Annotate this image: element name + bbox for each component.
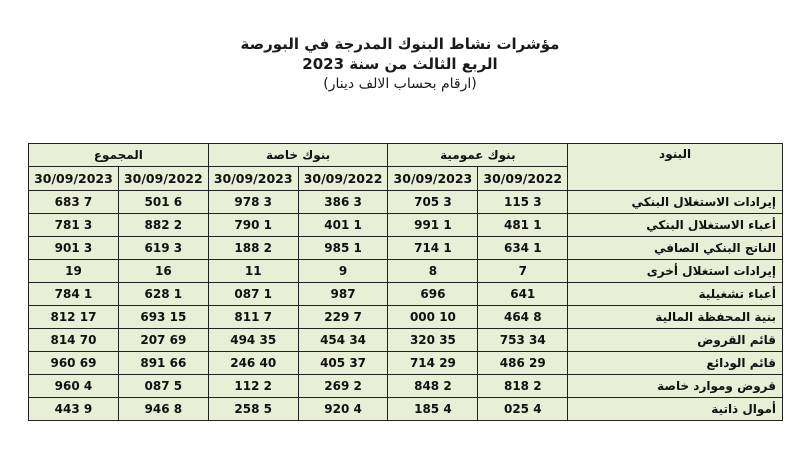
items-header: البنود bbox=[568, 144, 783, 191]
table-cell: 4 025 bbox=[478, 398, 568, 421]
table-row bbox=[29, 375, 783, 398]
row-label: الناتج البنكي الصافي bbox=[568, 237, 783, 260]
date-header: 30/09/2023 bbox=[208, 167, 298, 191]
table-cell: 6 501 bbox=[118, 191, 208, 214]
table-cell: 4 960 bbox=[29, 375, 119, 398]
table-cell: 3 386 bbox=[298, 191, 388, 214]
table-cell: 1 991 bbox=[388, 214, 478, 237]
title-line-2: الربع الثالث من سنة 2023 bbox=[302, 55, 498, 73]
table-cell: 9 443 bbox=[29, 398, 119, 421]
table-cell: 1 714 bbox=[388, 237, 478, 260]
table-cell: 4 920 bbox=[298, 398, 388, 421]
title-line-3: (ارقام بحساب الالف دينار) bbox=[323, 76, 477, 92]
row-label: قائم القروض bbox=[568, 329, 783, 352]
table-cell: 1 634 bbox=[478, 237, 568, 260]
table-cell: 5 258 bbox=[208, 398, 298, 421]
table-cell: 3 978 bbox=[208, 191, 298, 214]
table-cell: 7 229 bbox=[298, 306, 388, 329]
table-cell: 3 115 bbox=[478, 191, 568, 214]
bank-indicators-table bbox=[28, 143, 783, 421]
table-row bbox=[29, 352, 783, 375]
table-cell: 2 188 bbox=[208, 237, 298, 260]
table-cell: 1 790 bbox=[208, 214, 298, 237]
table-row bbox=[29, 283, 783, 306]
row-label: بنية المحفظة المالية bbox=[568, 306, 783, 329]
row-label: قائم الودائع bbox=[568, 352, 783, 375]
table-cell: 1 087 bbox=[208, 283, 298, 306]
title-line-1: مؤشرات نشاط البنوك المدرجة في البورصة bbox=[240, 35, 560, 53]
table-cell: 66 891 bbox=[118, 352, 208, 375]
table-cell: 5 087 bbox=[118, 375, 208, 398]
table-row bbox=[29, 329, 783, 352]
row-label: أموال ذاتية bbox=[568, 398, 783, 421]
table-cell: 7 683 bbox=[29, 191, 119, 214]
date-header: 30/09/2022 bbox=[298, 167, 388, 191]
table-cell: 8 464 bbox=[478, 306, 568, 329]
table-cell: 15 693 bbox=[118, 306, 208, 329]
date-header: 30/09/2023 bbox=[29, 167, 119, 191]
table-cell: 1 985 bbox=[298, 237, 388, 260]
row-label: قروض وموارد خاصة bbox=[568, 375, 783, 398]
group-header-public: بنوك عمومية bbox=[388, 144, 568, 167]
table-cell: 69 207 bbox=[118, 329, 208, 352]
group-header-total: المجموع bbox=[29, 144, 209, 167]
table-cell: 16 bbox=[118, 260, 208, 283]
table-cell: 34 753 bbox=[478, 329, 568, 352]
table-cell: 2 112 bbox=[208, 375, 298, 398]
table-row bbox=[29, 260, 783, 283]
page-heading bbox=[0, 34, 800, 94]
table-row bbox=[29, 398, 783, 421]
table-row bbox=[29, 306, 783, 329]
table-cell: 40 246 bbox=[208, 352, 298, 375]
table-cell: 29 714 bbox=[388, 352, 478, 375]
row-label: أعباء الاستغلال البنكي bbox=[568, 214, 783, 237]
table-cell: 1 481 bbox=[478, 214, 568, 237]
row-label: إيرادات استغلال أخرى bbox=[568, 260, 783, 283]
table-cell: 10 000 bbox=[388, 306, 478, 329]
table-cell: 11 bbox=[208, 260, 298, 283]
table-cell: 987 bbox=[298, 283, 388, 306]
date-header: 30/09/2022 bbox=[478, 167, 568, 191]
table-cell: 8 946 bbox=[118, 398, 208, 421]
table-cell: 1 401 bbox=[298, 214, 388, 237]
table-cell: 2 882 bbox=[118, 214, 208, 237]
table-row bbox=[29, 191, 783, 214]
table-cell: 696 bbox=[388, 283, 478, 306]
table-cell: 29 486 bbox=[478, 352, 568, 375]
date-header: 30/09/2023 bbox=[388, 167, 478, 191]
row-label: إيرادات الاستغلال البنكي bbox=[568, 191, 783, 214]
table-cell: 2 818 bbox=[478, 375, 568, 398]
table-cell: 3 705 bbox=[388, 191, 478, 214]
table-cell: 19 bbox=[29, 260, 119, 283]
table-cell: 7 811 bbox=[208, 306, 298, 329]
table-cell: 34 454 bbox=[298, 329, 388, 352]
table-cell: 3 781 bbox=[29, 214, 119, 237]
table-cell: 3 619 bbox=[118, 237, 208, 260]
group-header-private: بنوك خاصة bbox=[208, 144, 388, 167]
table-cell: 7 bbox=[478, 260, 568, 283]
table-cell: 9 bbox=[298, 260, 388, 283]
table-cell: 35 320 bbox=[388, 329, 478, 352]
table-cell: 1 628 bbox=[118, 283, 208, 306]
table-cell: 2 848 bbox=[388, 375, 478, 398]
table-cell: 641 bbox=[478, 283, 568, 306]
table-cell: 3 901 bbox=[29, 237, 119, 260]
table-cell: 4 185 bbox=[388, 398, 478, 421]
table-cell: 35 494 bbox=[208, 329, 298, 352]
table-cell: 17 812 bbox=[29, 306, 119, 329]
table-cell: 70 814 bbox=[29, 329, 119, 352]
table-cell: 2 269 bbox=[298, 375, 388, 398]
table-cell: 69 960 bbox=[29, 352, 119, 375]
date-header: 30/09/2022 bbox=[118, 167, 208, 191]
table-cell: 37 405 bbox=[298, 352, 388, 375]
table-row bbox=[29, 237, 783, 260]
table-cell: 1 784 bbox=[29, 283, 119, 306]
row-label: أعباء تشغيلية bbox=[568, 283, 783, 306]
table-cell: 8 bbox=[388, 260, 478, 283]
table-row bbox=[29, 214, 783, 237]
